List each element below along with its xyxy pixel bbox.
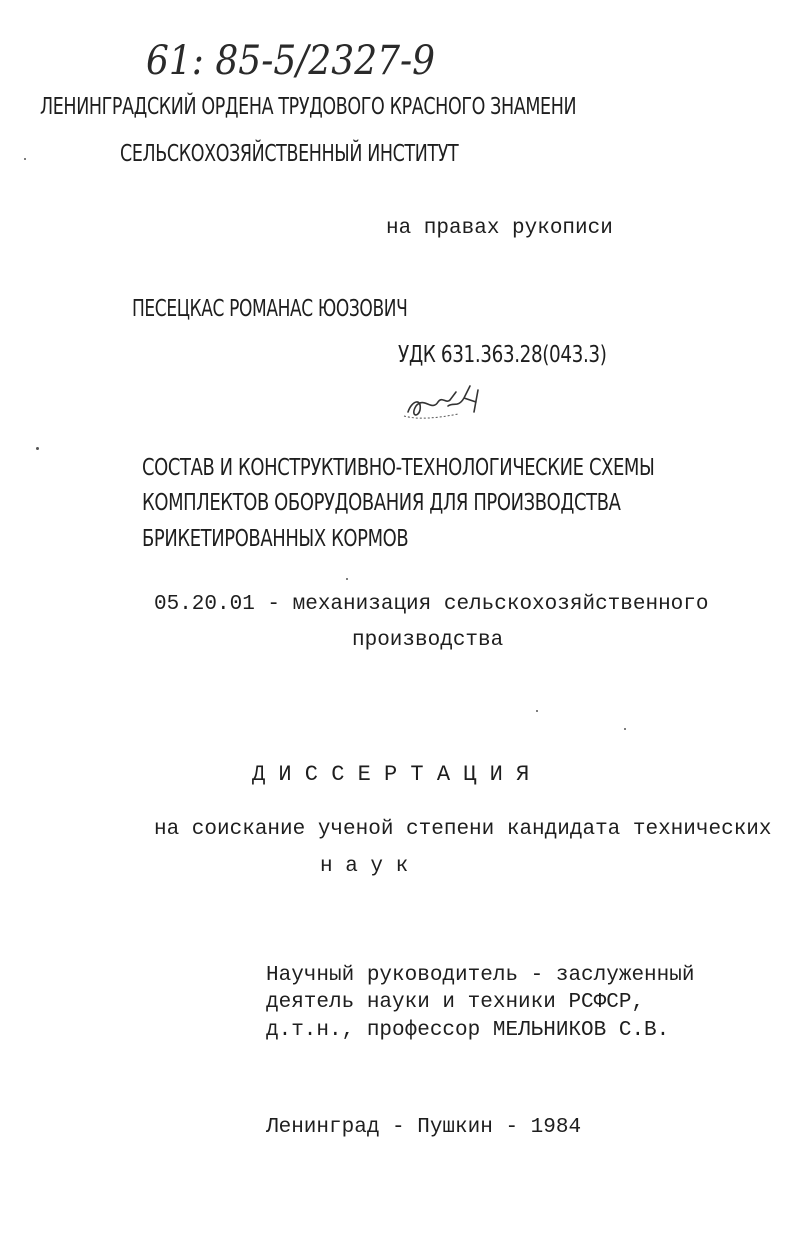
speck	[536, 710, 538, 712]
speck	[346, 578, 348, 580]
speck	[624, 728, 626, 730]
supervisor-line-3: д.т.н., профессор МЕЛЬНИКОВ С.В.	[266, 1019, 670, 1042]
specialty-line-2: производства	[352, 629, 504, 652]
supervisor-line-2: деятель науки и техники РСФСР,	[266, 991, 645, 1014]
handwritten-number: 61: 85-5/2327-9	[146, 38, 436, 84]
specialty-line-1: 05.20.01 - механизация сельскохозяйственного	[154, 593, 709, 616]
institution-line-2: СЕЛЬСКОХОЗЯЙСТВЕННЫЙ ИНСТИТУТ	[120, 141, 459, 167]
place-year: Ленинград - Пушкин - 1984	[266, 1116, 582, 1139]
degree-line-1: на соискание ученой степени кандидата технических	[154, 818, 772, 841]
title-line-3: БРИКЕТИРОВАННЫХ КОРМОВ	[142, 526, 409, 552]
signature	[398, 382, 498, 426]
author-name: ПЕСЕЦКАС РОМАНАС ЮОЗОВИЧ	[132, 296, 408, 322]
manuscript-note: на правах рукописи	[386, 217, 613, 240]
degree-line-2: н а у к	[320, 855, 409, 878]
institution-line-1: ЛЕНИНГРАДСКИЙ ОРДЕНА ТРУДОВОГО КРАСНОГО ЗНАМЕНИ	[40, 94, 577, 120]
supervisor-line-1: Научный руководитель - заслуженный	[266, 964, 695, 987]
speck	[36, 447, 39, 450]
document-type: Д И С С Е Р Т А Ц И Я	[252, 762, 530, 787]
title-line-2: КОМПЛЕКТОВ ОБОРУДОВАНИЯ ДЛЯ ПРОИЗВОДСТВА	[142, 490, 621, 516]
speck	[24, 158, 26, 160]
title-line-1: СОСТАВ И КОНСТРУКТИВНО-ТЕХНОЛОГИЧЕСКИЕ СХЕМЫ	[142, 455, 655, 481]
udc-code: УДК 631.363.28(043.3)	[398, 342, 607, 368]
